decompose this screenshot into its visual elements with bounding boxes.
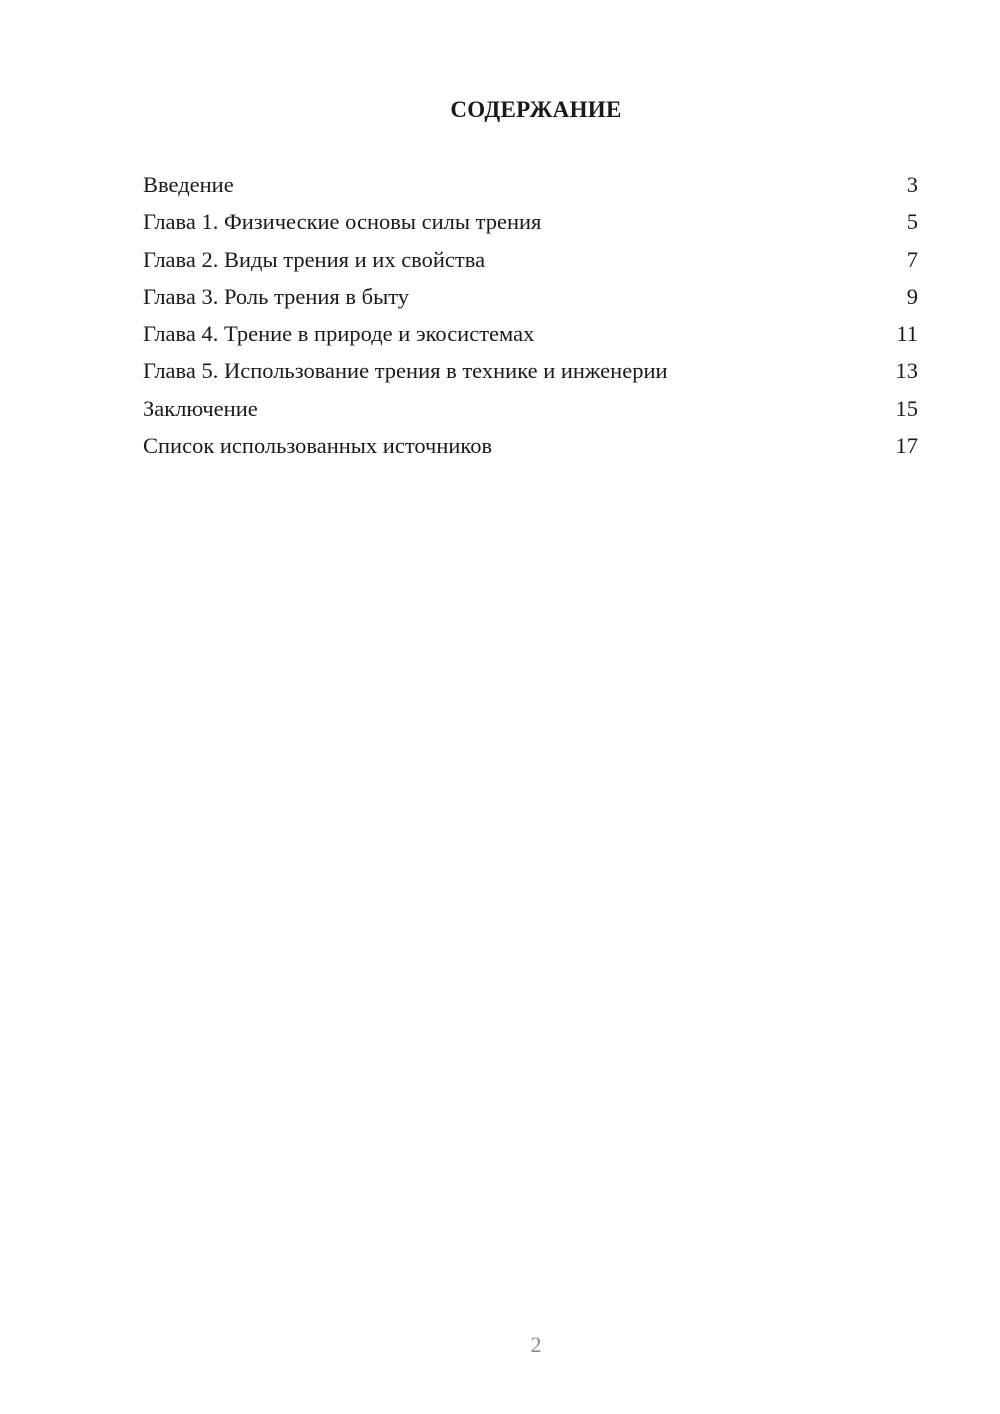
page-title: СОДЕРЖАНИЕ: [450, 97, 622, 122]
toc-entry-chapter-4: [143, 317, 918, 354]
toc-entry-page-number: 3: [906, 172, 918, 197]
toc-entry-title: Список использованных источников: [143, 433, 493, 459]
toc-entry-chapter-2: [143, 243, 918, 280]
table-of-contents: [143, 168, 918, 466]
toc-entry-title: Глава 4. Трение в природе и экосистемах: [143, 321, 535, 347]
toc-entry-page-number: 15: [895, 395, 918, 421]
toc-entry-title: Глава 5. Использование трения в технике и инженерии: [143, 358, 668, 384]
toc-entry-title: Глава 3. Роль трения в быту: [143, 283, 409, 309]
toc-entry-chapter-1: [143, 205, 918, 242]
toc-entry-page-number: 5: [906, 209, 918, 235]
toc-entry-page-number: 17: [895, 433, 918, 459]
toc-entry-introduction: [143, 168, 918, 205]
toc-entry-page-number: 13: [895, 358, 918, 384]
toc-entry-title: Глава 2. Виды трения и их свойства: [143, 246, 486, 272]
toc-entry-references: [143, 429, 918, 466]
toc-entry-chapter-5: [143, 354, 918, 391]
toc-entry-chapter-3: [143, 280, 918, 317]
page-number: 2: [530, 1332, 542, 1357]
toc-entry-title: Заключение: [143, 395, 258, 421]
toc-entry-page-number: 9: [906, 283, 918, 309]
toc-entry-conclusion: [143, 392, 918, 429]
toc-entry-page-number: 7: [906, 246, 918, 272]
toc-entry-title: Глава 1. Физические основы силы трения: [143, 209, 542, 235]
toc-entry-page-number: 11: [896, 321, 918, 347]
toc-entry-title: Введение: [143, 172, 234, 197]
